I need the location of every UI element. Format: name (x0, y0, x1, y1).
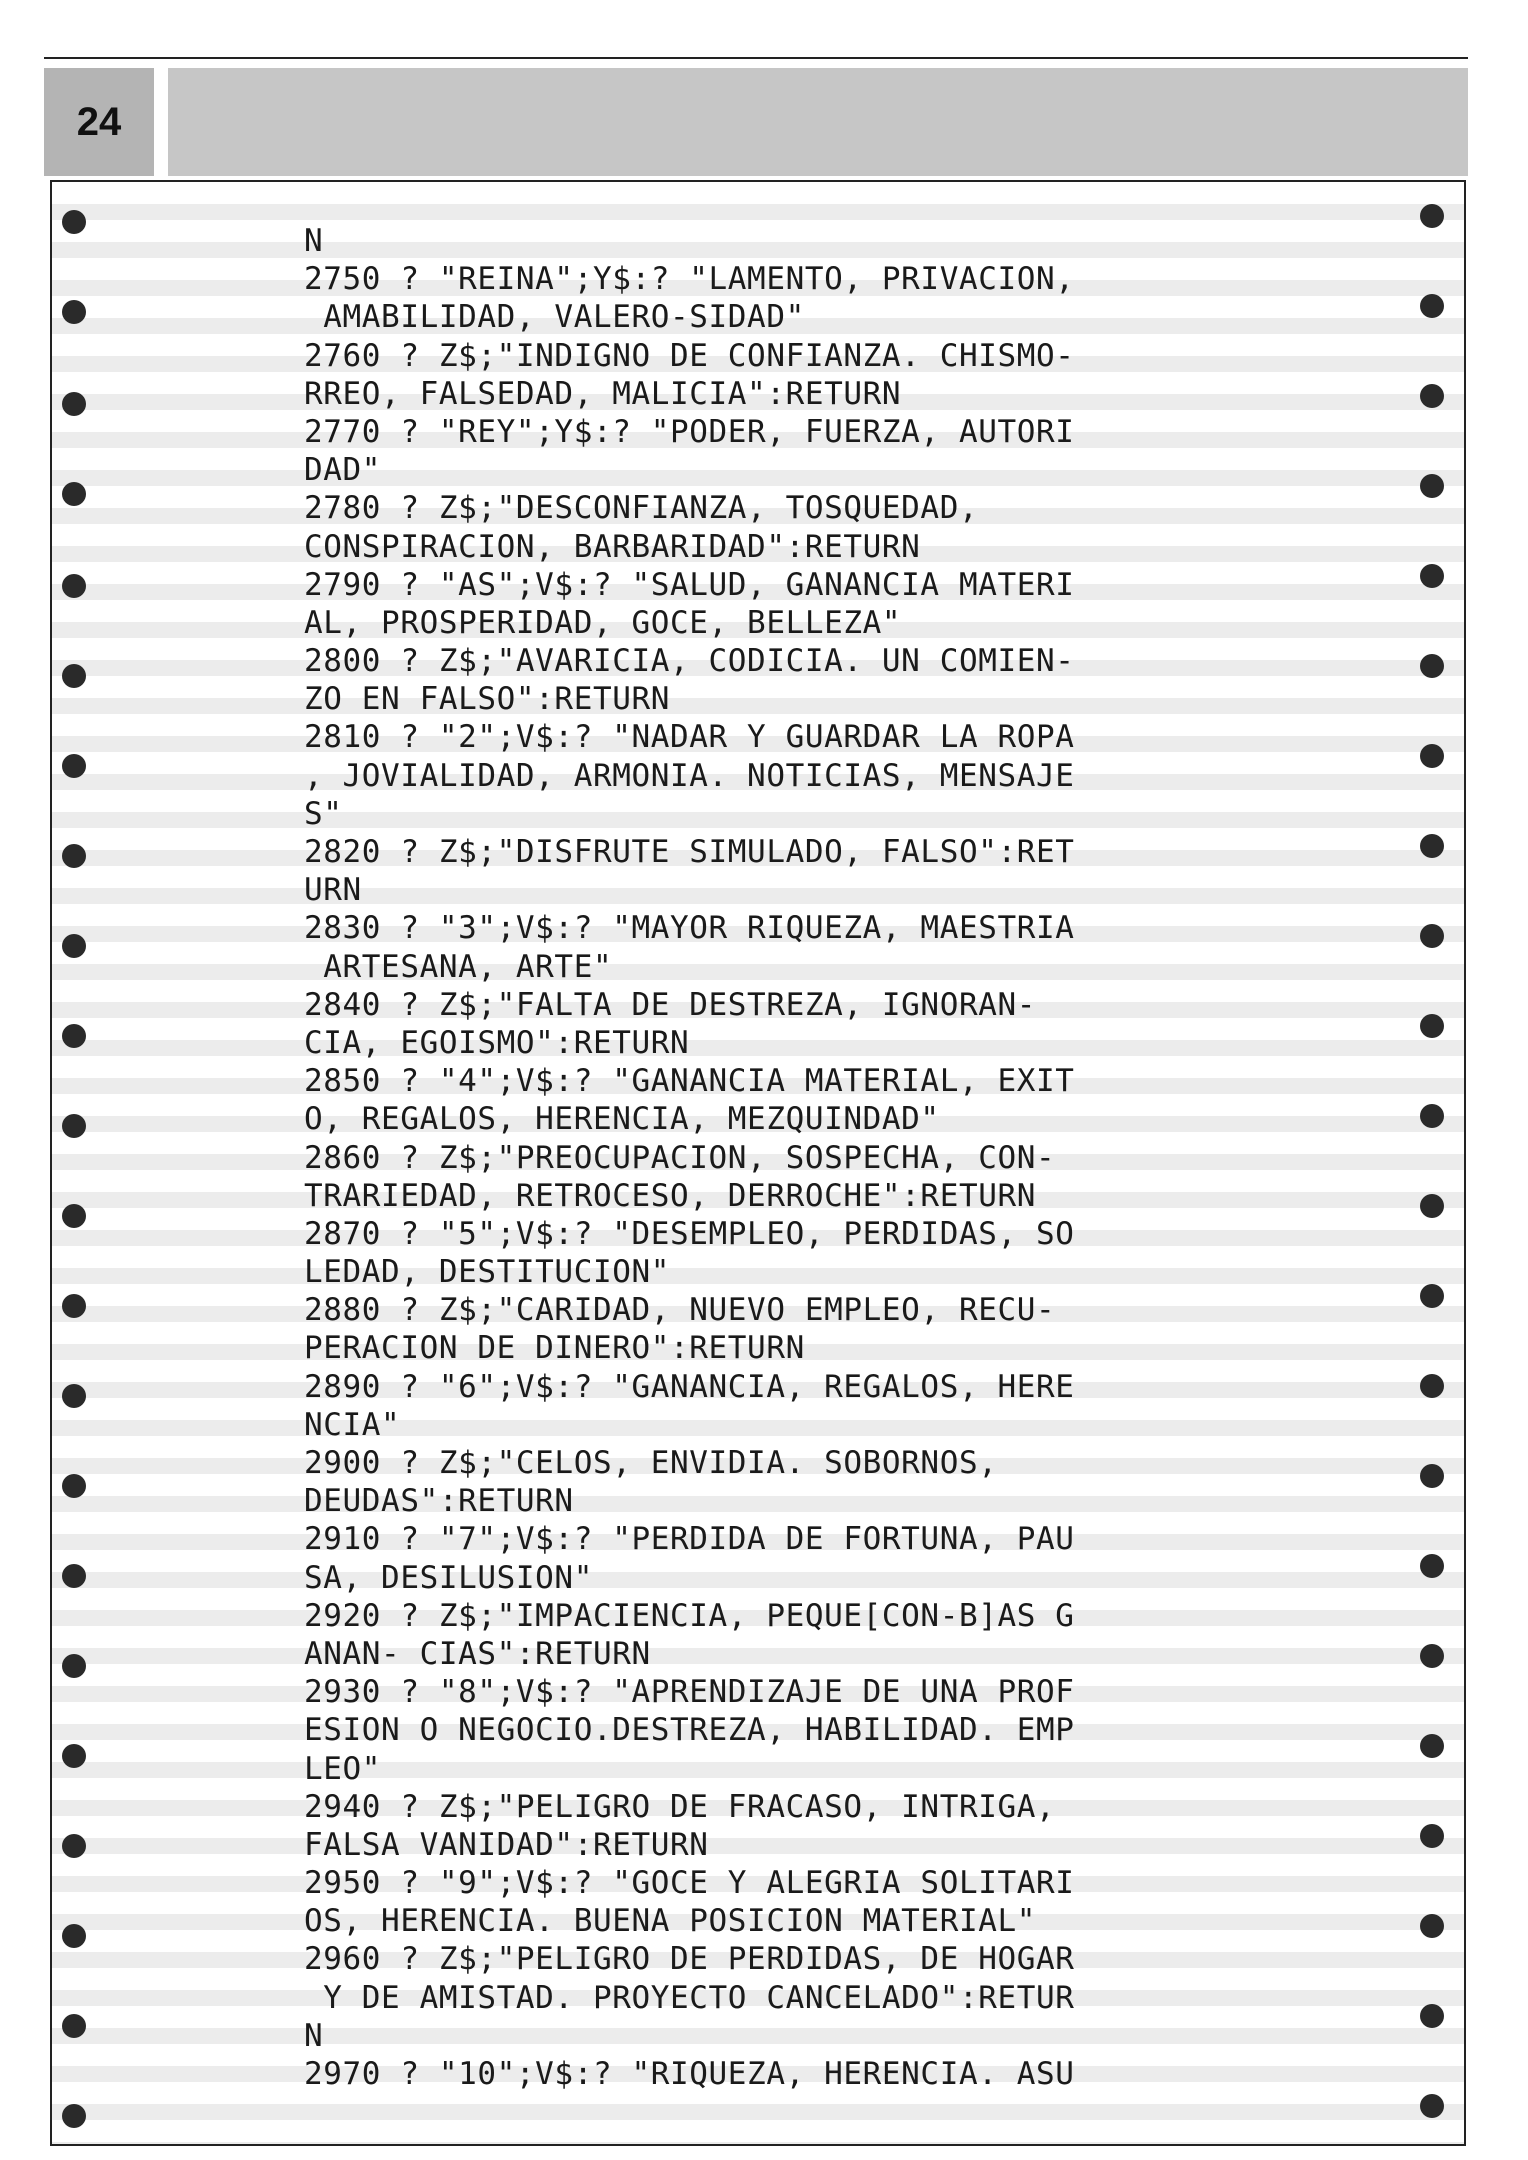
feed-hole (1420, 924, 1444, 948)
feed-hole (62, 1204, 86, 1228)
feed-hole (1420, 1824, 1444, 1848)
listing-line: 2780 ? Z$;"DESCONFIANZA, TOSQUEDAD, (304, 490, 979, 527)
feed-hole (62, 934, 86, 958)
feed-hole (1420, 564, 1444, 588)
listing-line: 2910 ? "7";V$:? "PERDIDA DE FORTUNA, PAU (304, 1521, 1075, 1558)
listing-line: URN (304, 872, 362, 909)
feed-hole (62, 1474, 86, 1498)
feed-hole (1420, 1554, 1444, 1578)
printout-paper (50, 180, 1466, 2146)
listing-line: CIA, EGOISMO":RETURN (304, 1024, 690, 1061)
page-number-box (44, 68, 154, 176)
feed-hole (1420, 1284, 1444, 1308)
feed-hole (1420, 384, 1444, 408)
listing-line: 2840 ? Z$;"FALTA DE DESTREZA, IGNORAN- (304, 986, 1037, 1023)
listing-line: 2770 ? "REY";Y$:? "PODER, FUERZA, AUTORI (304, 413, 1075, 450)
listing-line: 2940 ? Z$;"PELIGRO DE FRACASO, INTRIGA, (304, 1788, 1056, 1825)
feed-hole (62, 1654, 86, 1678)
listing-line: AMABILIDAD, VALERO-SIDAD" (304, 299, 805, 336)
listing-line: 2920 ? Z$;"IMPACIENCIA, PEQUE[CON-B]AS G (304, 1597, 1075, 1634)
listing-line: FALSA VANIDAD":RETURN (304, 1826, 709, 1863)
listing-line: 2810 ? "2";V$:? "NADAR Y GUARDAR LA ROPA (304, 719, 1075, 756)
listing-line: S" (304, 795, 343, 832)
listing-line: RREO, FALSEDAD, MALICIA":RETURN (304, 375, 902, 412)
listing-line: 2930 ? "8";V$:? "APRENDIZAJE DE UNA PROF (304, 1674, 1075, 1711)
listing-line: ESION O NEGOCIO.DESTREZA, HABILIDAD. EMP (304, 1712, 1075, 1749)
feed-hole (62, 2014, 86, 2038)
feed-hole (1420, 2004, 1444, 2028)
listing-line: 2880 ? Z$;"CARIDAD, NUEVO EMPLEO, RECU- (304, 1292, 1056, 1329)
feed-hole (1420, 654, 1444, 678)
listing-line: 2970 ? "10";V$:? "RIQUEZA, HERENCIA. ASU (304, 2056, 1075, 2092)
feed-hole (62, 482, 86, 506)
feed-hole (62, 664, 86, 688)
listing-line: 2960 ? Z$;"PELIGRO DE PERDIDAS, DE HOGAR (304, 1941, 1075, 1978)
listing-line: SA, DESILUSION" (304, 1559, 593, 1596)
feed-hole (1420, 744, 1444, 768)
listing-line: TRARIEDAD, RETROCESO, DERROCHE":RETURN (304, 1177, 1037, 1214)
feed-hole (1420, 1914, 1444, 1938)
basic-program-listing (304, 222, 1284, 2093)
listing-line: 2860 ? Z$;"PREOCUPACION, SOSPECHA, CON- (304, 1139, 1056, 1176)
feed-hole (62, 1114, 86, 1138)
listing-line: PERACION DE DINERO":RETURN (304, 1330, 805, 1367)
feed-hole (62, 1834, 86, 1858)
listing-line: DAD" (304, 452, 382, 489)
feed-hole (62, 1924, 86, 1948)
feed-hole (62, 844, 86, 868)
feed-hole (62, 1744, 86, 1768)
header-band (168, 68, 1468, 176)
feed-hole (62, 300, 86, 324)
feed-hole (1420, 294, 1444, 318)
feed-hole (62, 754, 86, 778)
listing-line: ANAN- CIAS":RETURN (304, 1635, 651, 1672)
top-rule (44, 57, 1468, 59)
feed-hole (1420, 1464, 1444, 1488)
listing-line: 2890 ? "6";V$:? "GANANCIA, REGALOS, HERE (304, 1368, 1075, 1405)
listing-line: Y DE AMISTAD. PROYECTO CANCELADO":RETUR (304, 1979, 1075, 2016)
listing-line: LEO" (304, 1750, 382, 1787)
feed-hole (1420, 1374, 1444, 1398)
listing-line: LEDAD, DESTITUCION" (304, 1254, 671, 1291)
feed-hole (62, 1024, 86, 1048)
feed-hole (62, 210, 86, 234)
listing-line: 2790 ? "AS";V$:? "SALUD, GANANCIA MATERI (304, 566, 1075, 603)
listing-line: N (304, 2017, 324, 2054)
listing-line: 2800 ? Z$;"AVARICIA, CODICIA. UN COMIEN- (304, 643, 1075, 680)
feed-hole (62, 1294, 86, 1318)
feed-hole (1420, 1194, 1444, 1218)
feed-hole (1420, 1104, 1444, 1128)
listing-line: 2870 ? "5";V$:? "DESEMPLEO, PERDIDAS, SO (304, 1215, 1075, 1252)
listing-line: ARTESANA, ARTE" (304, 948, 613, 985)
listing-line: AL, PROSPERIDAD, GOCE, BELLEZA" (304, 604, 902, 641)
feed-hole (1420, 1734, 1444, 1758)
listing-line: CONSPIRACION, BARBARIDAD":RETURN (304, 528, 921, 565)
feed-hole (62, 1384, 86, 1408)
left-feed-holes (62, 182, 92, 2144)
listing-line: OS, HERENCIA. BUENA POSICION MATERIAL" (304, 1903, 1037, 1940)
feed-hole (62, 2104, 86, 2128)
feed-hole (1420, 474, 1444, 498)
feed-hole (1420, 1644, 1444, 1668)
page-number: 24 (76, 99, 122, 144)
feed-hole (1420, 834, 1444, 858)
listing-line: O, REGALOS, HERENCIA, MEZQUINDAD" (304, 1101, 940, 1138)
listing-line: , JOVIALIDAD, ARMONIA. NOTICIAS, MENSAJE (304, 757, 1075, 794)
listing-line: 2750 ? "REINA";Y$:? "LAMENTO, PRIVACION, (304, 261, 1075, 298)
listing-line: 2850 ? "4";V$:? "GANANCIA MATERIAL, EXIT (304, 1063, 1075, 1100)
feed-hole (62, 1564, 86, 1588)
feed-hole (1420, 204, 1444, 228)
listing-line: NCIA" (304, 1406, 401, 1443)
listing-line: 2830 ? "3";V$:? "MAYOR RIQUEZA, MAESTRIA (304, 910, 1075, 947)
feed-hole (1420, 1014, 1444, 1038)
right-feed-holes (1420, 182, 1450, 2144)
feed-hole (62, 392, 86, 416)
listing-line: 2760 ? Z$;"INDIGNO DE CONFIANZA. CHISMO- (304, 337, 1075, 374)
listing-line: 2820 ? Z$;"DISFRUTE SIMULADO, FALSO":RET (304, 834, 1075, 870)
feed-hole (1420, 2094, 1444, 2118)
listing-line: N (304, 223, 324, 259)
listing-line: 2950 ? "9";V$:? "GOCE Y ALEGRIA SOLITARI (304, 1865, 1075, 1902)
listing-line: ZO EN FALSO":RETURN (304, 681, 671, 718)
feed-hole (62, 574, 86, 598)
listing-line: DEUDAS":RETURN (304, 1483, 574, 1520)
listing-line: 2900 ? Z$;"CELOS, ENVIDIA. SOBORNOS, (304, 1445, 998, 1481)
